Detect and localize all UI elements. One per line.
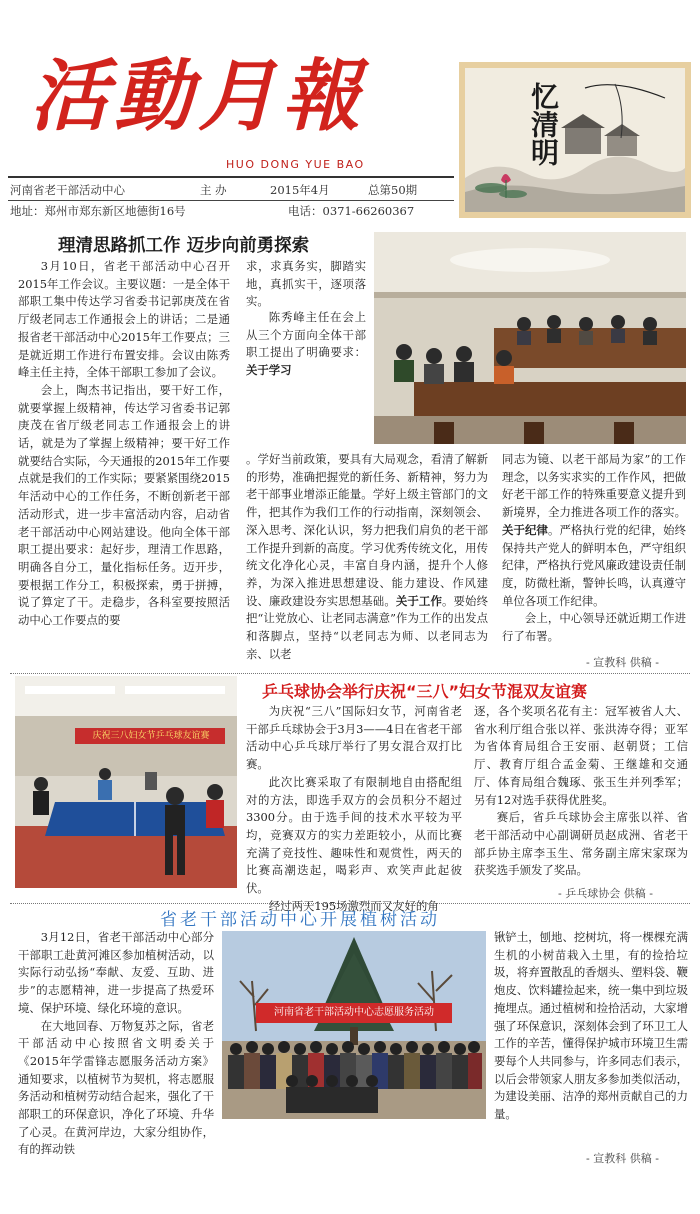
article2-paragraph: 逐，各个奖项名花有主：冠军被省人大、省水利厅组合张以祥、张洪涛夺得；亚军为省体育局组合王安丽、赵朝贤；工信厅、教育厅组合孟金菊、王继雄和交通厅、体育局组合魏琢、张玉生并列季军；另有12对选手获得优胜奖。 — [474, 704, 688, 807]
info-divider — [8, 200, 454, 201]
stamp-calligraphy: 忆清明 — [527, 82, 560, 166]
article1-text: 。严格执行党的纪律，始终保持共产党人的鲜明本色，严守组织纪律，严格执行党风廉政建设责任制度，防微杜渐，警钟长鸣，认真遵守单位各项工作纪律。 — [502, 522, 686, 608]
masthead-pinyin: HUO DONG YUE BAO — [226, 158, 365, 171]
article3-credit: - 宣教科 供稿 - — [586, 1152, 659, 1165]
issue-date: 2015年4月 — [270, 183, 330, 197]
article3-column-1 — [18, 929, 214, 1183]
article3-paragraph: 3月12日，省老干部活动中心部分干部职工赴黄河滩区参加植树活动，以实际行动弘扬“奉献、友爱、互助、进步”的志愿精神，进一步提高了热爱环境、保护环境、绿化环境的意识。 — [18, 930, 214, 1015]
article2-paragraph: 此次比赛采取了有限制地自由搭配组对的方法，即选手双方的会员积分不超过3300分。由于选手间的技术水平较为平均，竞赛双方的实力差距较小，从而比赛充满了竞技性、趣味性和观赏性，两天的比赛高潮迭起，喝彩声、欢笑声此起彼伏。 — [246, 774, 462, 896]
article1-text: 。学好当前政策，要具有大局观念，看清了解新的形势，准确把握党的新任务、新精神，努力为老干部事业增添正能量。学好上级主管部门的文件，把其作为我们工作的行动指南，深刻领会、深入思考、深化认识，努力把我们肩负的老干部工作提升到新的高度。学习优秀传统文化，用传统文化净化心灵，丰富自身内涵，提升个人修养，为深入推进思想建设、能力建设、作风建设、廉政建设夯实思想基础。 — [246, 452, 488, 608]
pingpong-banner-text: 庆祝三八妇女节乒乓球友谊赛 — [92, 731, 210, 741]
article1-column-2-top — [246, 258, 366, 309]
tree-planting-photo — [222, 931, 486, 1119]
article1-paragraph: 会上，中心领导还就近期工作进行了布署。 — [502, 611, 686, 644]
article1-column-2-bottom — [246, 451, 488, 670]
article1-text: 陈秀峰主任在会上从三个方面向全体干部职工提出了明确要求： — [246, 310, 366, 360]
masthead-divider — [8, 176, 454, 178]
article1-paragraph: 求，求真务实，脚踏实地，真抓实干，逐项落实。 — [246, 259, 366, 309]
issue-number: 总第50期 — [368, 183, 418, 197]
section-divider — [10, 903, 690, 904]
masthead-title: 活動月報 — [30, 51, 367, 142]
article1-text: 同志为镜、以老干部局为家”的工作理念，以务实求实的工作作风，把做好老干部工作的特殊重要意义提升到新境界，全力推进各项工作的落实。 — [502, 452, 686, 520]
pingpong-photo — [15, 676, 237, 888]
article3-paragraph: 在大地回春、万物复苏之际，省老干部活动中心按照省文明委关于《2015年学雷锋志愿服务活动方案》通知要求，以植树节为契机，将志愿服务活动和植树劳动结合起来，强化了干部职工的环保意识，净化了环境、升华了心灵。在黄河岸边，大家分组协作，有的挥动铁 — [18, 1018, 214, 1157]
article1-subhead-work: 关于工作 — [395, 593, 442, 608]
qingming-stamp-image — [459, 62, 691, 218]
article2-paragraph: 为庆祝“三八”国际妇女节，河南省老干部乒乓球协会于3月3——4日在省老干部活动中心乒乓球厅举行了男女混合双打比赛。 — [246, 704, 462, 772]
article2-column-2 — [474, 703, 688, 880]
masthead-host: 主 办 — [200, 183, 227, 197]
article1-column-3 — [502, 451, 686, 647]
article1-subhead-study: 关于学习 — [246, 363, 292, 378]
article2-title: 乒乓球协会举行庆祝“三八”妇女节混双友谊赛 — [262, 682, 588, 701]
article1-paragraph: 会上，陶杰书记指出，要干好工作，就要掌握上级精神，传达学习省委书记郭庚茂在省厅级老同志工作通报会上的讲话，就是为了掌握上级精神；要干好工作就要结合实际，今天通报的2015年工作要点就是我们的工作实际；要紧紧围绕2015年活动中心的工作任务，不断创新老干部活动形式，进一步丰富活动内容，启动省老干部活动中心网站建设。他向全体干部职工提出要求：起好步，理清工作思路，明确各自分工，量化指标任务。迈开步，要根据工作分工，积极探索，勇于拼搏，说了算定了干。走稳步，各科室要按照活动中心工作要点的要 — [18, 382, 230, 628]
article2-paragraph: 经过两天195场激烈而又友好的角 — [268, 898, 439, 913]
address: 地址：郑州市郑东新区地德街16号 — [10, 204, 186, 218]
article1-credit: - 宣教科 供稿 - — [586, 656, 659, 669]
article2-paragraph: 赛后，省乒乓球协会主席张以祥、省老干部活动中心副调研员赵成洲、省老干部乒协主席李玉生、常务副主席宋家琛为获奖选手颁发了奖品。 — [474, 810, 688, 878]
article1-column-2-mid — [246, 309, 366, 450]
article2-column-1 — [246, 703, 462, 913]
phone: 电话：0371-66260367 — [288, 204, 415, 218]
article2-credit: - 乒乓球协会 供稿 - — [558, 887, 653, 900]
section-divider — [10, 673, 690, 674]
article3-title: 省老干部活动中心开展植树活动 — [160, 910, 440, 930]
article1-column-1 — [18, 258, 230, 670]
masthead-org: 河南省老干部活动中心 — [10, 183, 125, 197]
article1-subhead-discipline: 关于纪律 — [502, 522, 549, 537]
volunteer-banner-text: 河南省老干部活动中心志愿服务活动 — [274, 1007, 434, 1018]
article3-paragraph: 锹铲土，刨地、挖树坑，将一棵棵充满生机的小树苗栽入土里，有的捡拾垃圾，将弃置散乱的香烟头、塑料袋、鞭炮皮、饮料罐捡起来，统一集中到垃圾掩埋点。通过植树和捡拾活动，大家增强了环保意识，深刻体会到了环卫工人工作的辛苦，懂得保护城市环境卫生需要每个人共同参与，许多同志们表示，以后会带领家人朋友多参加类似活动，为建设美丽、洁净的郑州贡献自己的力量。 — [494, 930, 688, 1122]
article1-text: 。要始终把“让党放心、让老同志满意”作为工作的出发点和落脚点，坚持“以老同志为师、以老同志为亲、以老 — [246, 593, 488, 661]
article3-column-2 — [494, 929, 688, 1125]
meeting-photo — [374, 232, 686, 444]
article1-title: 理清思路抓工作 迈步向前勇探索 — [58, 236, 310, 256]
article1-paragraph: 3月10日，省老干部活动中心召开2015年工作会议。主要议题：一是全体干部职工集中传达学习省委书记郭庚茂在省厅级老同志工作通报会上的讲话；二是通报省老干部活动中心2015年工作要点；三是就近期工作进行布置安排。会议由陈秀峰主任主持，全体干部职工参加了会议。 — [18, 259, 230, 380]
